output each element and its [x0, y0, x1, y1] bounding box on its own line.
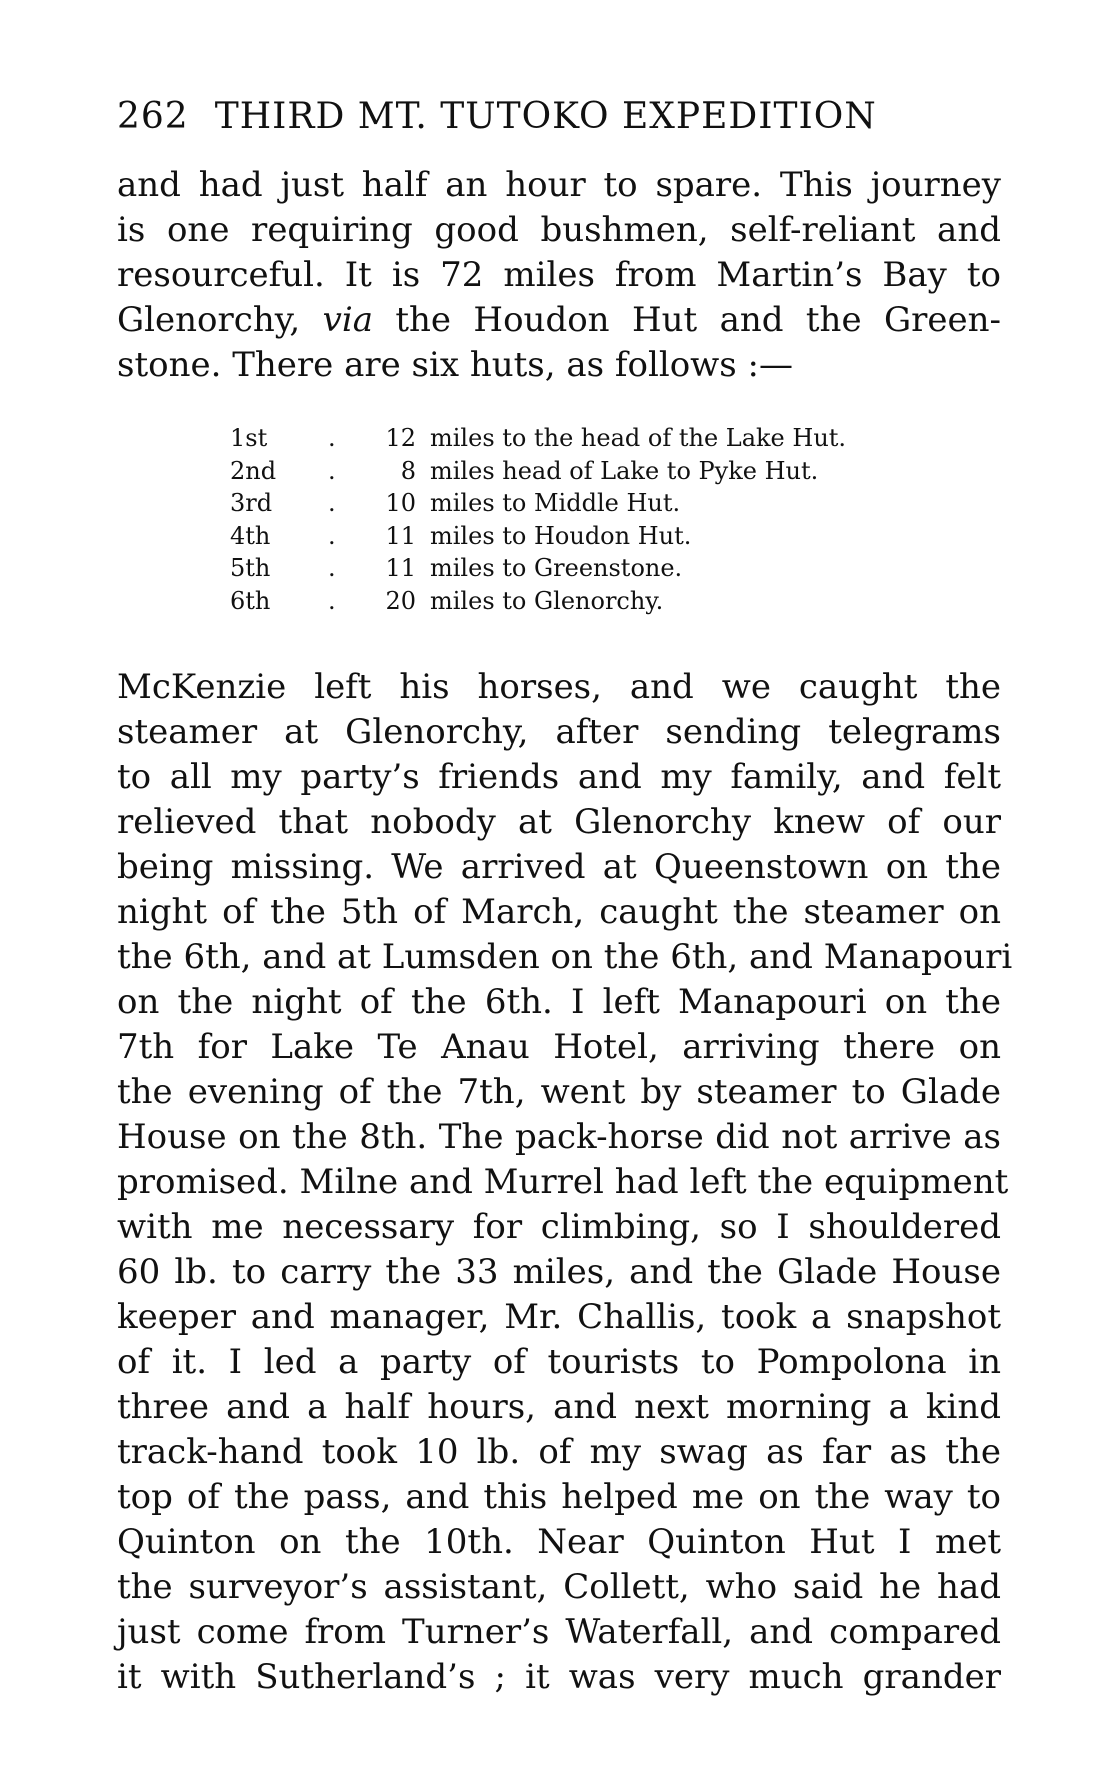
hut-row: [230, 455, 950, 488]
text-segment: the Houdon Hut and the Green-: [372, 300, 1001, 340]
intro-paragraph: [117, 163, 1001, 388]
hut-description: miles to the head of the Lake Hut.: [430, 424, 847, 452]
hut-description: miles to Glenorchy.: [430, 586, 664, 615]
hut-miles: 8: [400, 456, 416, 485]
text-line: of it. I led a party of tourists to Pompolona in: [117, 1342, 1001, 1382]
hut-description: miles to Houdon Hut.: [430, 521, 692, 550]
text-line: promised. Milne and Murrel had left the equipment: [117, 1162, 1009, 1202]
hut-miles: 11: [385, 521, 416, 550]
text-line: to all my party’s friends and my family, and felt: [117, 757, 1001, 797]
text-line: McKenzie left his horses, and we caught the: [117, 667, 1001, 707]
hut-description: miles to Middle Hut.: [430, 489, 681, 517]
text-line: being missing. We arrived at Queenstown on the: [117, 847, 1001, 887]
text-line: resourceful. It is 72 miles from Martin’s Bay to: [117, 255, 1001, 295]
text-line: the evening of the 7th, went by steamer to Glade: [117, 1072, 1001, 1112]
running-title: THIRD MT. TUTOKO EXPEDITION: [214, 96, 877, 137]
hut-ordinal: 2nd: [230, 456, 277, 485]
text-segment: Glenorchy,: [117, 300, 323, 340]
text-line: it with Sutherland’s ; it was very much grander: [117, 1657, 1001, 1697]
hut-list: [230, 422, 950, 617]
text-line: the 6th, and at Lumsden on the 6th, and Manapouri: [117, 937, 1013, 977]
text-line: night of the 5th of March, caught the steamer on: [117, 892, 1001, 932]
hut-ordinal: 4th: [230, 521, 271, 550]
text-line: steamer at Glenorchy, after sending telegrams: [117, 712, 1001, 752]
text-line: three and a half hours, and next morning a kind: [117, 1387, 1001, 1427]
hut-separator: .: [328, 424, 336, 452]
italic-segment: via: [322, 300, 373, 340]
hut-row: [230, 585, 950, 618]
text-line: 60 lb. to carry the 33 miles, and the Glade House: [117, 1252, 1001, 1292]
hut-ordinal: 1st: [230, 424, 268, 452]
text-line: 7th for Lake Te Anau Hotel, arriving there on: [117, 1027, 1001, 1067]
text-line: is one requiring good bushmen, self-reliant and: [117, 210, 1001, 250]
text-line: stone. There are six huts, as follows :—: [117, 345, 793, 385]
text-line: on the night of the 6th. I left Manapouri on the: [117, 982, 1001, 1022]
hut-miles: 20: [385, 586, 416, 615]
text-line: Quinton on the 10th. Near Quinton Hut I met: [117, 1522, 1001, 1562]
hut-row: [230, 520, 950, 553]
hut-row: [230, 422, 950, 455]
hut-miles: 11: [385, 554, 416, 582]
text-line: [117, 298, 1001, 343]
hut-description: miles to Greenstone.: [430, 554, 683, 582]
text-line: relieved that nobody at Glenorchy knew of our: [117, 802, 1001, 842]
page-number: 262: [117, 96, 189, 137]
text-line: with me necessary for climbing, so I shouldered: [117, 1207, 1001, 1247]
text-line: track-hand took 10 lb. of my swag as far as the: [117, 1432, 1001, 1472]
hut-ordinal: 6th: [230, 586, 271, 615]
hut-miles: 12: [385, 424, 416, 452]
hut-separator: .: [328, 456, 336, 485]
body-paragraph: [117, 665, 1013, 1700]
hut-separator: .: [328, 586, 336, 615]
hut-separator: .: [328, 521, 336, 550]
hut-miles: 10: [385, 489, 416, 517]
hut-description: miles head of Lake to Pyke Hut.: [430, 456, 819, 485]
hut-row: [230, 552, 950, 585]
hut-separator: .: [328, 554, 336, 582]
hut-row: [230, 487, 950, 520]
hut-separator: .: [328, 489, 336, 517]
running-header: [117, 96, 1001, 137]
text-line: just come from Turner’s Waterfall, and compared: [117, 1612, 1001, 1652]
text-line: the surveyor’s assistant, Collett, who said he had: [117, 1567, 1001, 1607]
hut-ordinal: 3rd: [230, 489, 273, 517]
hut-ordinal: 5th: [230, 554, 271, 582]
text-line: House on the 8th. The pack-horse did not arrive as: [117, 1117, 1001, 1157]
text-line: keeper and manager, Mr. Challis, took a snapshot: [117, 1297, 1001, 1337]
text-line: and had just half an hour to spare. This journey: [117, 165, 1001, 205]
text-line: top of the pass, and this helped me on the way to: [117, 1477, 1001, 1517]
